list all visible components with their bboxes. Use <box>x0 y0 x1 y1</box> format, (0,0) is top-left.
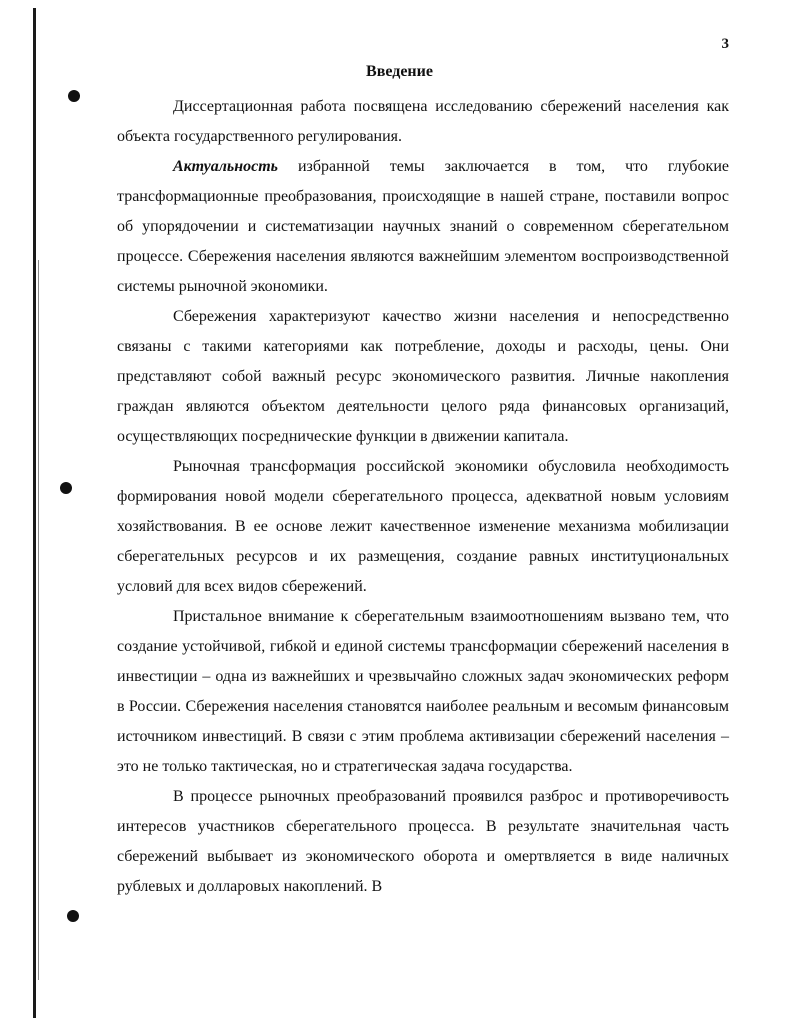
paragraph: Сбережения характеризуют качество жизни населения и непосредственно связаны с такими категориями как потребление, доходы и расходы, цены. Они представляют собой важный ресурс экономического развития. Личные накопления граждан являются объектом деятельности целого ряда финансовых организаций, осуществляющих посреднические функции в движении капитала. <box>117 308 729 445</box>
page-number: 3 <box>721 36 729 52</box>
paragraph: Диссертационная работа посвящена исследованию сбережений населения как объекта государственного регулирования. <box>117 98 729 145</box>
paragraph: Пристальное внимание к сберегательным взаимоотношениям вызвано тем, что создание устойчивой, гибкой и единой системы трансформации сбережений населения в инвестиции – одна из важнейших и чрезвычайно сложных задач экономических реформ в России. Сбережения населения становятся наиболее реальным и весомым финансовым источником инвестиций. В связи с этим проблема активизации сбережений населения – это не только тактическая, но и стратегическая задача государства. <box>117 608 729 775</box>
punch-hole-mark <box>60 482 72 494</box>
scan-left-edge-shadow <box>38 260 39 980</box>
section-heading: Введение <box>366 63 433 80</box>
punch-hole-mark <box>68 90 80 102</box>
punch-hole-mark <box>67 910 79 922</box>
paragraph: Рыночная трансформация российской экономики обусловила необходимость формирования новой модели сберегательного процесса, адекватной новым условиям хозяйствования. В ее основе лежит качественное изменение механизма мобилизации сберегательных ресурсов и их размещения, создание равных институциональных условий для всех видов сбережений. <box>117 458 729 595</box>
scan-left-edge <box>33 8 36 1018</box>
paragraph: Актуальность избранной темы заключается в том, что глубокие трансформационные преобразования, происходящие в нашей стране, поставили вопрос об упорядочении и систематизации научных знаний о современном сберегательном процессе. Сбережения населения являются важнейшим элементом воспроизводственной системы рыночной экономики. <box>117 158 729 295</box>
body-text <box>117 92 729 902</box>
lead-term: Актуальность <box>173 158 278 175</box>
paragraph: В процессе рыночных преобразований проявился разброс и противоречивость интересов участников сберегательного процесса. В результате значительная часть сбережений выбывает из экономического оборота и омертвляется в виде наличных рублевых и долларовых накоплений. В <box>117 788 729 895</box>
